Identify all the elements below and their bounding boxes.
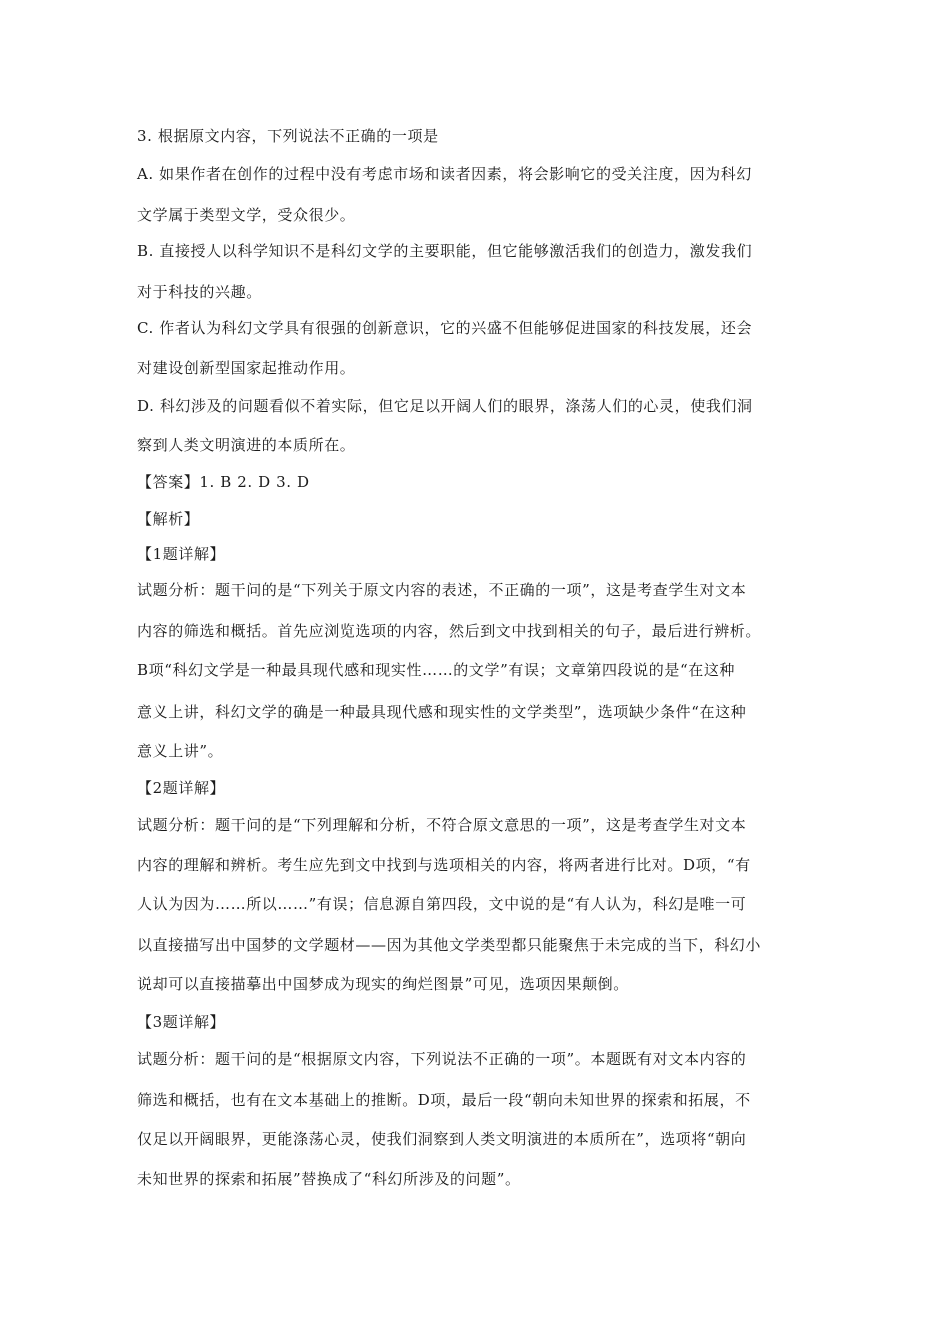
option-b-line-2: 对于科技的兴趣。 [137,283,262,301]
q1-analysis-line-4: 意义上讲，科幻文学的确是一种最具现代感和现实性的文学类型”，选项缺少条件“在这种 [137,703,747,721]
q1-analysis-line-1: 试题分析：题干问的是“下列关于原文内容的表述，不正确的一项”，这是考查学生对文本 [137,581,747,599]
q3-detail-heading: 【3题详解】 [137,1013,226,1031]
q2-analysis-line-1: 试题分析：题干问的是“下列理解和分析，不符合原文意思的一项”，这是考查学生对文本 [137,816,747,834]
q1-analysis-line-5: 意义上讲”。 [137,742,224,760]
q2-analysis-line-3: 人认为因为……所以……”有误；信息源自第四段，文中说的是“有人认为，科幻是唯一可 [137,895,747,913]
q2-analysis-line-2: 内容的理解和辨析。考生应先到文中找到与选项相关的内容，将两者进行比对。D项，“有 [137,856,751,874]
q3-analysis-line-4: 未知世界的探索和拓展”替换成了“科幻所涉及的问题”。 [137,1170,521,1188]
q1-detail-heading: 【1题详解】 [137,545,226,563]
option-b-line-1: B. 直接授人以科学知识不是科幻文学的主要职能，但它能够激活我们的创造力，激发我们 [137,242,753,260]
option-c-line-2: 对建设创新型国家起推动作用。 [137,359,356,377]
q1-analysis-line-2: 内容的筛选和概括。首先应浏览选项的内容，然后到文中找到相关的句子，最后进行辨析。 [137,622,762,640]
answer-line: 【答案】1. B 2. D 3. D [137,473,310,491]
option-a-line-1: A. 如果作者在创作的过程中没有考虑市场和读者因素，将会影响它的受关注度，因为科幻 [137,165,752,183]
option-d-line-2: 察到人类文明演进的本质所在。 [137,436,356,454]
q2-detail-heading: 【2题详解】 [137,779,226,797]
option-d-line-1: D. 科幻涉及的问题看似不着实际，但它足以开阔人们的眼界，涤荡人们的心灵，使我们洞 [137,397,753,415]
analysis-heading: 【解析】 [137,510,200,528]
question-3-stem: 3. 根据原文内容，下列说法不正确的一项是 [137,127,439,145]
q3-analysis-line-1: 试题分析：题干问的是“根据原文内容，下列说法不正确的一项”。本题既有对文本内容的 [137,1050,747,1068]
q3-analysis-line-2: 筛选和概括，也有在文本基础上的推断。D项，最后一段“朝向未知世界的探索和拓展，不 [137,1091,751,1109]
q1-analysis-line-3: B项“科幻文学是一种最具现代感和现实性……的文学”有误；文章第四段说的是“在这种 [137,661,736,679]
option-a-line-2: 文学属于类型文学，受众很少。 [137,206,356,224]
q2-analysis-line-4: 以直接描写出中国梦的文学题材——因为其他文学类型都只能聚焦于未完成的当下，科幻小 [137,936,762,954]
option-c-line-1: C. 作者认为科幻文学具有很强的创新意识，它的兴盛不但能够促进国家的科技发展，还会 [137,319,753,337]
q2-analysis-line-5: 说却可以直接描摹出中国梦成为现实的绚烂图景”可见，选项因果颠倒。 [137,975,629,993]
q3-analysis-line-3: 仅足以开阔眼界，更能涤荡心灵，使我们洞察到人类文明演进的本质所在”，选项将“朝向 [137,1130,747,1148]
